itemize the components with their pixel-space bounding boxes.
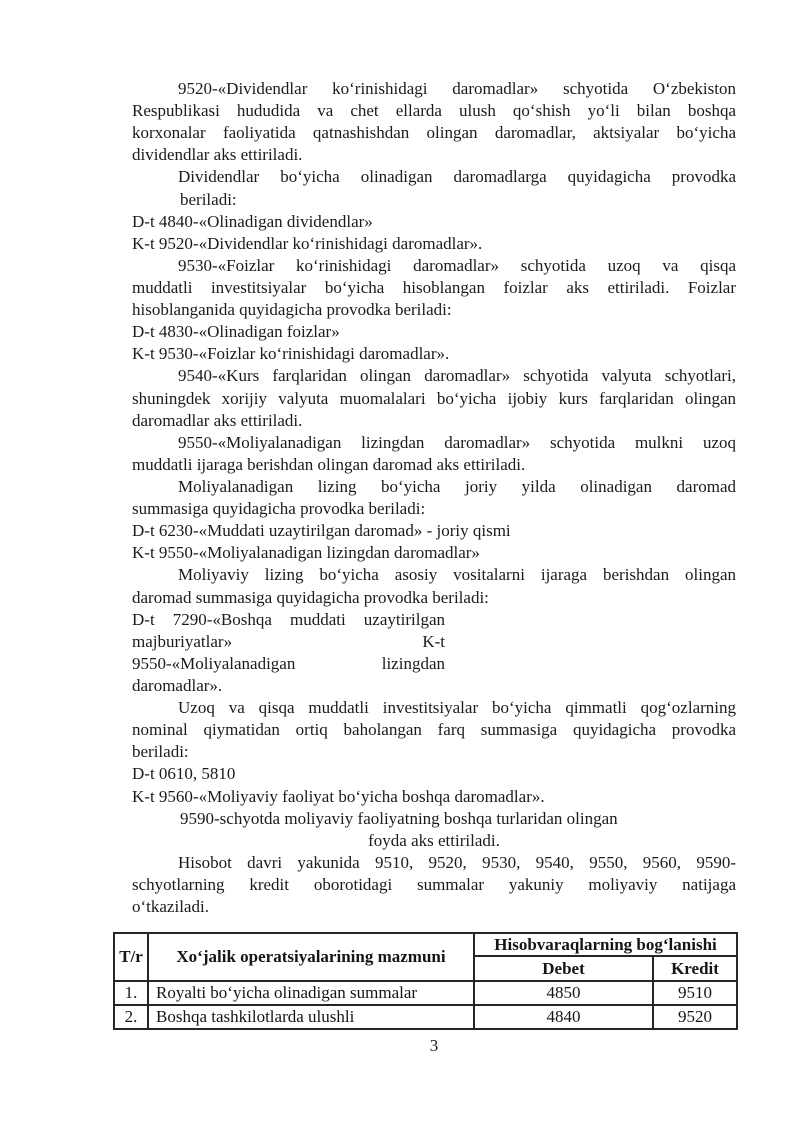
row-credit: 9510 [653,981,737,1005]
text-line: Moliyalanadigan lizing bo‘yicha joriy yilda olinadigan daromad [178,476,736,496]
col-header-tr: T/r [114,933,148,981]
row-credit: 9520 [653,1005,737,1029]
text-line: beriladi: [180,189,237,209]
text-line: Uzoq va qisqa muddatli investitsiyalar bo‘yicha qimmatli qog‘ozlarning [178,698,736,718]
text-line: Dividendlar bo‘yicha olinadigan daromadlarga quyidagicha provodka [178,167,736,187]
row-content: Royalti bo‘yicha olinadigan summalar [148,981,474,1005]
text-line: daromad summasiga quyidagicha provodka beriladi: [132,587,489,607]
text-line: muddatli investitsiyalar bo‘yicha hisoblangan foizlar aks ettiriladi. Foizlar [132,277,736,297]
text-line: 9520-«Dividendlar ko‘rinishidagi daromadlar» schyotida O‘zbekiston [178,79,736,98]
row-debit: 4850 [474,981,653,1005]
text-line: muddatli ijaraga berishdan olingan daromad aks ettiriladi. [132,454,526,474]
text-line: korxonalar faoliyatida qatnashishdan olingan daromadlar, aktsiyalar bo‘yicha [132,123,736,143]
text-line: K-t 9550-«Moliyalanadigan lizingdan daromadlar» [132,543,480,563]
table-row [114,1005,737,1029]
row-number: 1. [114,981,148,1005]
text-line: D-t 4830-«Olinadigan foizlar» [132,322,340,342]
text-line: 9550-«Moliyalanadigan lizingdan daromadlar» schyotida mulkni uzoq [178,432,736,452]
col-header-credit: Kredit [653,956,737,981]
table-header-row-1 [114,933,737,956]
text-line: majburiyatlar» K-t [132,631,445,651]
row-number: 2. [114,1005,148,1029]
text-line: 9550-«Moliyalanadigan lizingdan [132,653,445,673]
text-line: hisoblanganida quyidagicha provodka beriladi: [132,300,452,320]
text-line: daromadlar». [132,675,223,695]
text-line: D-t 7290-«Boshqa muddati uzaytirilgan [132,609,445,629]
row-debit: 4840 [474,1005,653,1029]
col-header-content: Xo‘jalik operatsiyalarining mazmuni [148,933,474,981]
text-line: K-t 9560-«Moliyaviy faoliyat bo‘yicha boshqa daromadlar». [132,786,545,806]
text-line: 9530-«Foizlar ko‘rinishidagi daromadlar» schyotida uzoq va qisqa [178,255,736,275]
text-line: nominal qiymatidan ortiq baholangan farq summasiga quyidagicha provodka [132,720,736,740]
text-line: D-t 6230-«Muddati uzaytirilgan daromad» - joriy qismi [132,521,511,541]
text-line: foyda aks ettiriladi. [368,830,500,850]
text-line: shuningdek xorijiy valyuta muomalalari bo‘yicha ijobiy kurs farqlaridan olingan [132,388,736,408]
text-line: summasiga quyidagicha provodka beriladi: [132,499,426,519]
operations-table [113,932,738,1030]
table-row [114,981,737,1005]
row-content: Boshqa tashkilotlarda ulushli [148,1005,474,1029]
page-number: 3 [429,1036,439,1055]
text-line: Moliyaviy lizing bo‘yicha asosiy vositalarni ijaraga berishdan olingan [178,565,736,585]
text-line: beriladi: [132,742,189,762]
text-line: 9540-«Kurs farqlaridan olingan daromadlar» schyotida valyuta schyotlari, [178,366,736,386]
col-header-linkage: Hisobvaraqlarning bog‘lanishi [474,933,737,956]
text-line: 9590-schyotda moliyaviy faoliyatning boshqa turlaridan olingan [180,808,618,828]
text-line: D-t 4840-«Olinadigan dividendlar» [132,211,373,231]
text-line: D-t 0610, 5810 [132,764,236,784]
text-line: dividendlar aks ettiriladi. [132,145,303,165]
col-header-debit: Debet [474,956,653,981]
text-line: Hisobot davri yakunida 9510, 9520, 9530, 9540, 9550, 9560, 9590- [178,852,736,872]
text-line: K-t 9520-«Dividendlar ko‘rinishidagi daromadlar». [132,233,483,253]
document-body [132,78,736,918]
text-line: Respublikasi hududida va chet ellarda ulush qo‘shish yo‘li bilan boshqa [132,101,736,121]
text-line: o‘tkaziladi. [132,897,209,917]
text-line: K-t 9530-«Foizlar ko‘rinishidagi daromadlar». [132,344,450,364]
text-line: daromadlar aks ettiriladi. [132,410,303,430]
text-line: schyotlarning kredit oborotidagi summalar yakuniy moliyaviy natijaga [132,874,736,894]
